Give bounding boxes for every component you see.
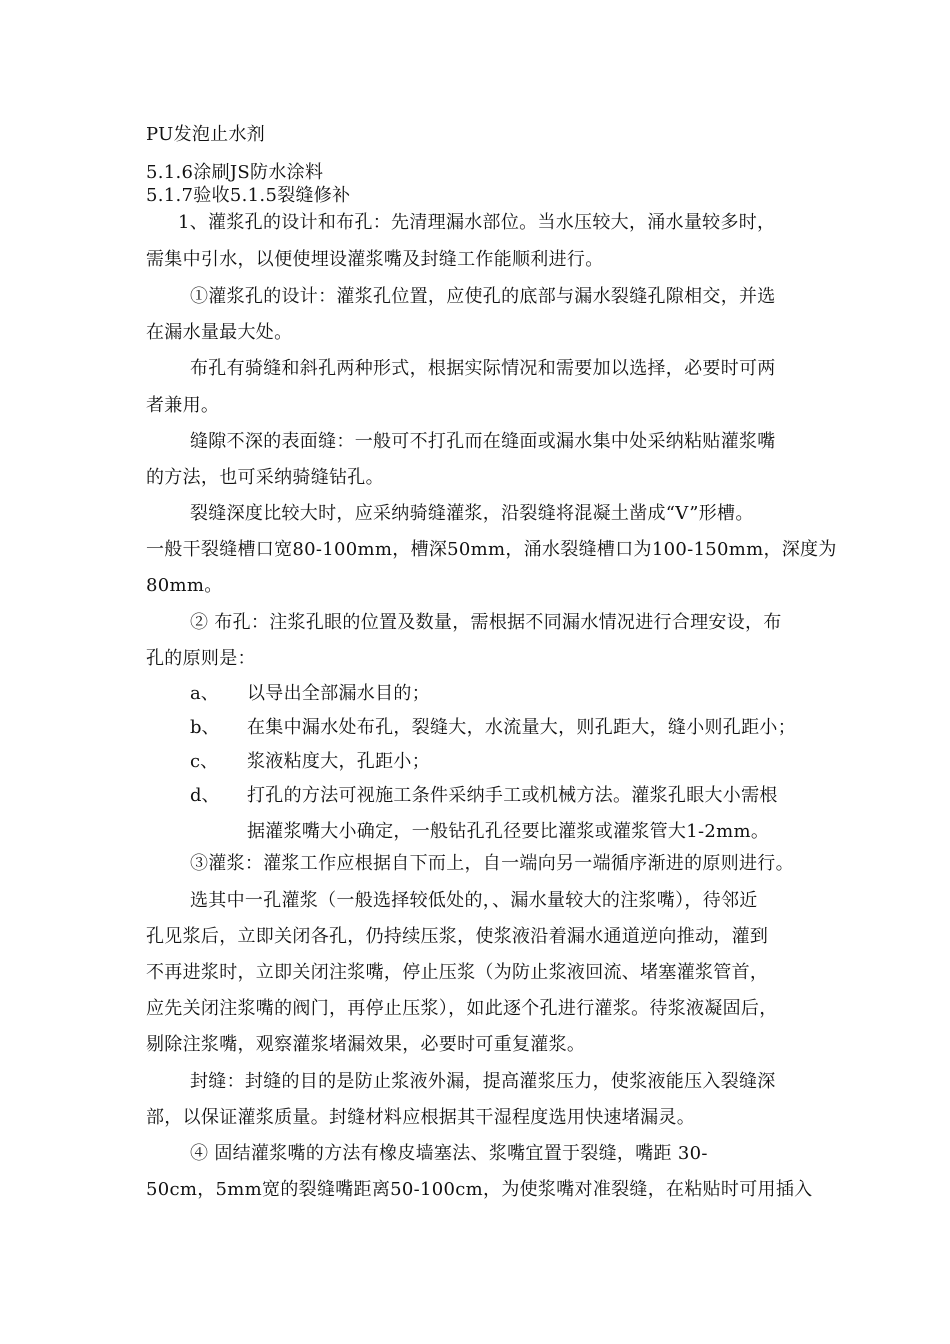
heading-5-1-6: 5.1.6涂刷JS防水涂料	[146, 162, 324, 183]
heading-5-1-7: 5.1.7验收5.1.5裂缝修补	[146, 185, 351, 206]
paragraph-line: 剔除注浆嘴，观察灌浆堵漏效果，必要时可重复灌浆。	[146, 1034, 586, 1055]
paragraph-line: 50cm，5mm宽的裂缝嘴距离50-100cm，为使浆嘴对准裂缝，在粘贴时可用插入	[146, 1179, 813, 1200]
paragraph-line: 80mm。	[146, 575, 223, 596]
paragraph-line: ④ 固结灌浆嘴的方法有橡皮墙塞法、浆嘴宜置于裂缝，嘴距 30-	[190, 1143, 708, 1164]
paragraph-line: 不再进浆时，立即关闭注浆嘴，停止压浆（为防止浆液回流、堵塞灌浆管首，	[146, 962, 769, 983]
paragraph-line: 应先关闭注浆嘴的阀门，再停止压浆），如此逐个孔进行灌浆。待浆液凝固后，	[146, 998, 778, 1019]
paragraph-line: 缝隙不深的表面缝：一般可不打孔而在缝面或漏水集中处采纳粘贴灌浆嘴	[190, 431, 776, 452]
list-item-continuation: 据灌浆嘴大小确定，一般钻孔孔径要比灌浆或灌浆管大1-2mm。	[247, 821, 770, 842]
list-marker: b、	[190, 717, 220, 738]
list-marker: c、	[190, 751, 219, 772]
paragraph-line: 选其中一孔灌浆（一般选择较低处的，、漏水量较大的注浆嘴），待邻近	[190, 890, 758, 911]
paragraph-line: 的方法，也可采纳骑缝钻孔。	[146, 467, 384, 488]
paragraph-line: 封缝：封缝的目的是防止浆液外漏，提高灌浆压力，使浆液能压入裂缝深	[190, 1071, 776, 1092]
list-marker: d、	[190, 785, 220, 806]
list-item: 打孔的方法可视施工条件采纳手工或机械方法。灌浆孔眼大小需根	[247, 785, 778, 806]
paragraph-line: 1、灌浆孔的设计和布孔：先清理漏水部位。当水压较大，涌水量较多时，	[178, 212, 776, 233]
paragraph-line: ③灌浆：灌浆工作应根据自下而上，自一端向另一端循序渐进的原则进行。	[190, 853, 794, 874]
list-item: 以导出全部漏水目的；	[247, 683, 430, 704]
paragraph-line: 裂缝深度比较大时，应采纳骑缝灌浆，沿裂缝将混凝土凿成“V”形槽。	[190, 503, 754, 524]
paragraph-line: 需集中引水，以便使埋设灌浆嘴及封缝工作能顺利进行。	[146, 249, 604, 270]
list-item: 浆液粘度大，孔距小；	[247, 751, 430, 772]
list-marker: a、	[190, 683, 219, 704]
paragraph-line: 孔见浆后，立即关闭各孔，仍持续压浆，使浆液沿着漏水通道逆向推动，灌到	[146, 926, 769, 947]
paragraph-line: 孔的原则是：	[146, 648, 256, 669]
paragraph-line: ② 布孔：注浆孔眼的位置及数量，需根据不同漏水情况进行合理安设，布	[190, 612, 782, 633]
paragraph-line: 在漏水量最大处。	[146, 322, 293, 343]
paragraph-line: ①灌浆孔的设计：灌浆孔位置，应使孔的底部与漏水裂缝孔隙相交，并选	[190, 286, 776, 307]
doc-title: PU发泡止水剂	[146, 124, 266, 145]
paragraph-line: 布孔有骑缝和斜孔两种形式，根据实际情况和需要加以选择，必要时可两	[190, 358, 776, 379]
list-item: 在集中漏水处布孔，裂缝大，水流量大，则孔距大，缝小则孔距小；	[247, 717, 796, 738]
paragraph-line: 者兼用。	[146, 395, 220, 416]
paragraph-line: 部，以保证灌浆质量。封缝材料应根据其干湿程度选用快速堵漏灵。	[146, 1107, 695, 1128]
paragraph-line: 一般干裂缝槽口宽80-100mm，槽深50mm，涌水裂缝槽口为100-150mm，深度为	[146, 539, 837, 560]
